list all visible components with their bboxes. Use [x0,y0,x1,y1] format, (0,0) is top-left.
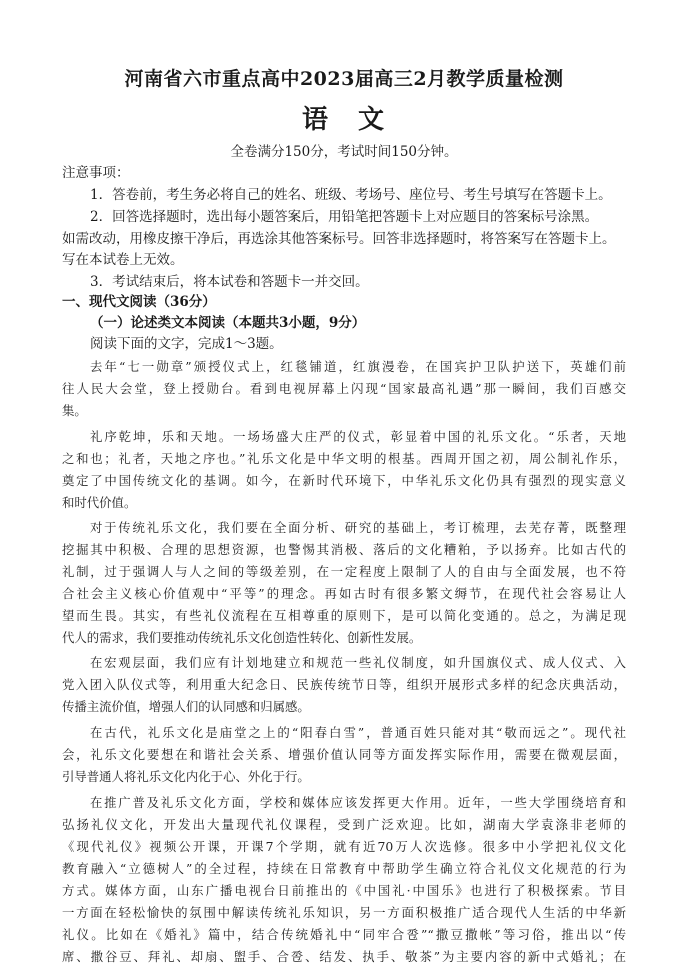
passage-line: 礼制，过于强调人与人之间的等级差别，在一定程度上限制了人的自由与全面发展，也不符 [62,564,626,579]
passage-line: 望而生畏。其实，有些礼仪流程在互相尊重的原则下，是可以简化变通的。总之，为满足现 [62,608,626,623]
notes-heading: 注意事项： [62,165,130,181]
subject-title: 语 文 [301,105,386,135]
passage-line: 礼仪。比如在《婚礼》篇中，结合传统婚礼中“同牢合卺”“撒豆撒帐”等习俗，推出以“传 [62,927,626,942]
note-line: 2．回答选择题时，选出每小题答案后，用铅笔把答题卡上对应题目的答案标号涂黑。 [90,209,599,225]
note-line: 3．考试结束后，将本试卷和答题卡一并交回。 [90,274,369,290]
passage-line: 对于传统礼乐文化，我们要在全面分析、研究的基础上，考订梳理，去芜存菁，既整理 [90,520,626,535]
passage-line: 引导普通人将礼乐文化内化于心、外化于行。 [62,769,310,784]
passage-line: 之和也；礼者，天地之序也。”礼乐文化是中华文明的根基。西周开国之初，周公制礼作乐， [62,451,626,466]
passage-line: 和时代价值。 [62,495,137,510]
passage-line: 在古代，礼乐文化是庙堂之上的“阳春白雪”，普通百姓只能对其“敬而远之”。现代社 [90,725,626,740]
section-instruction: 阅读下面的文字，完成1～3题。 [90,336,283,352]
section-subheading: （一）论述类文本阅读（本题共3小题，9分） [90,315,366,331]
passage-line: 一方面在轻松愉快的氛围中解读传统礼乐知识，另一方面积极推广适合现代人生活的中华新 [62,905,626,920]
passage-line: 往人民大会堂，登上授勋台。看到电视屏幕上闪现“国家最高礼遇”那一瞬间，我们百感交 [62,381,626,396]
passage-line: 《现代礼仪》视频公开课，开课7个学期，就有近70万人次选修。很多中小学把礼仪文化 [62,839,626,854]
passage-line: 在宏观层面，我们应有计划地建立和规范一些礼仪制度，如升国旗仪式、成人仪式、入 [90,655,626,670]
section-heading: 一、现代文阅读（36分） [62,294,216,310]
passage-line: 党入团入队仪式等，利用重大纪念日、民族传统节日等，组织开展形式多样的纪念庆典活动， [62,677,626,692]
passage-line: 集。 [62,403,87,418]
passage-line: 教育融入“立德树人”的全过程，持续在日常教育中帮助学生确立符合礼仪文化规范的行为 [62,861,626,876]
passage-line: 在推广普及礼乐文化方面，学校和媒体应该发挥更大作用。近年，一些大学围绕培育和 [90,795,626,810]
exam-title: 河南省六市重点高中2023届高三2月教学质量检测 [124,68,564,90]
note-line: 1．答卷前，考生务必将自己的姓名、班级、考场号、座位号、考生号填写在答题卡上。 [90,187,612,203]
passage-line: 代人的需求，我们要推动传统礼乐文化创造性转化、创新性发展。 [62,630,422,645]
passage-line: 席、撒谷豆、拜礼、却扇、盥手、合卺、结发、执手、敬茶”为主要内容的新中式婚礼；在 [62,949,626,964]
note-line: 写在本试卷上无效。 [62,252,184,268]
passage-line: 礼序乾坤，乐和天地。一场场盛大庄严的仪式，彰显着中国的礼乐文化。“乐者，天地 [90,429,626,444]
passage-line: 弘扬礼仪文化，开发出大量现代礼仪课程，受到广泛欢迎。比如，湖南大学袁涤非老师的 [62,817,626,832]
passage-line: 合社会主义核心价值观中“平等”的理念。再如古时有很多繁文缛节，在现代社会容易让人 [62,586,626,601]
passage-line: 方式。媒体方面，山东广播电视台日前推出的《中国礼·中国乐》也进行了积极探索。节目 [62,883,626,898]
passage-line: 传播主流价值，增强人们的认同感和归属感。 [62,699,310,714]
note-line: 如需改动，用橡皮擦干净后，再选涂其他答案标号。回答非选择题时，将答案写在答题卡上。 [62,231,616,247]
passage-line: 会，礼乐文化要想在和谐社会关系、增强价值认同等方面发挥实际作用，需要在微观层面， [62,747,626,762]
passage-line: 奠定了中国传统文化的基调。如今，在新时代环境下，中华礼乐文化仍具有强烈的现实意义 [62,473,626,488]
passage-line: 挖掘其中积极、合理的思想资源，也警惕其消极、落后的文化糟粕，予以扬弃。比如古代的 [62,542,626,557]
passage-line: 去年“七一勋章”颁授仪式上，红毯铺道，红旗漫卷，在国宾护卫队护送下，英雄们前 [90,359,626,374]
exam-meta: 全卷满分150分，考试时间150分钟。 [230,144,458,160]
